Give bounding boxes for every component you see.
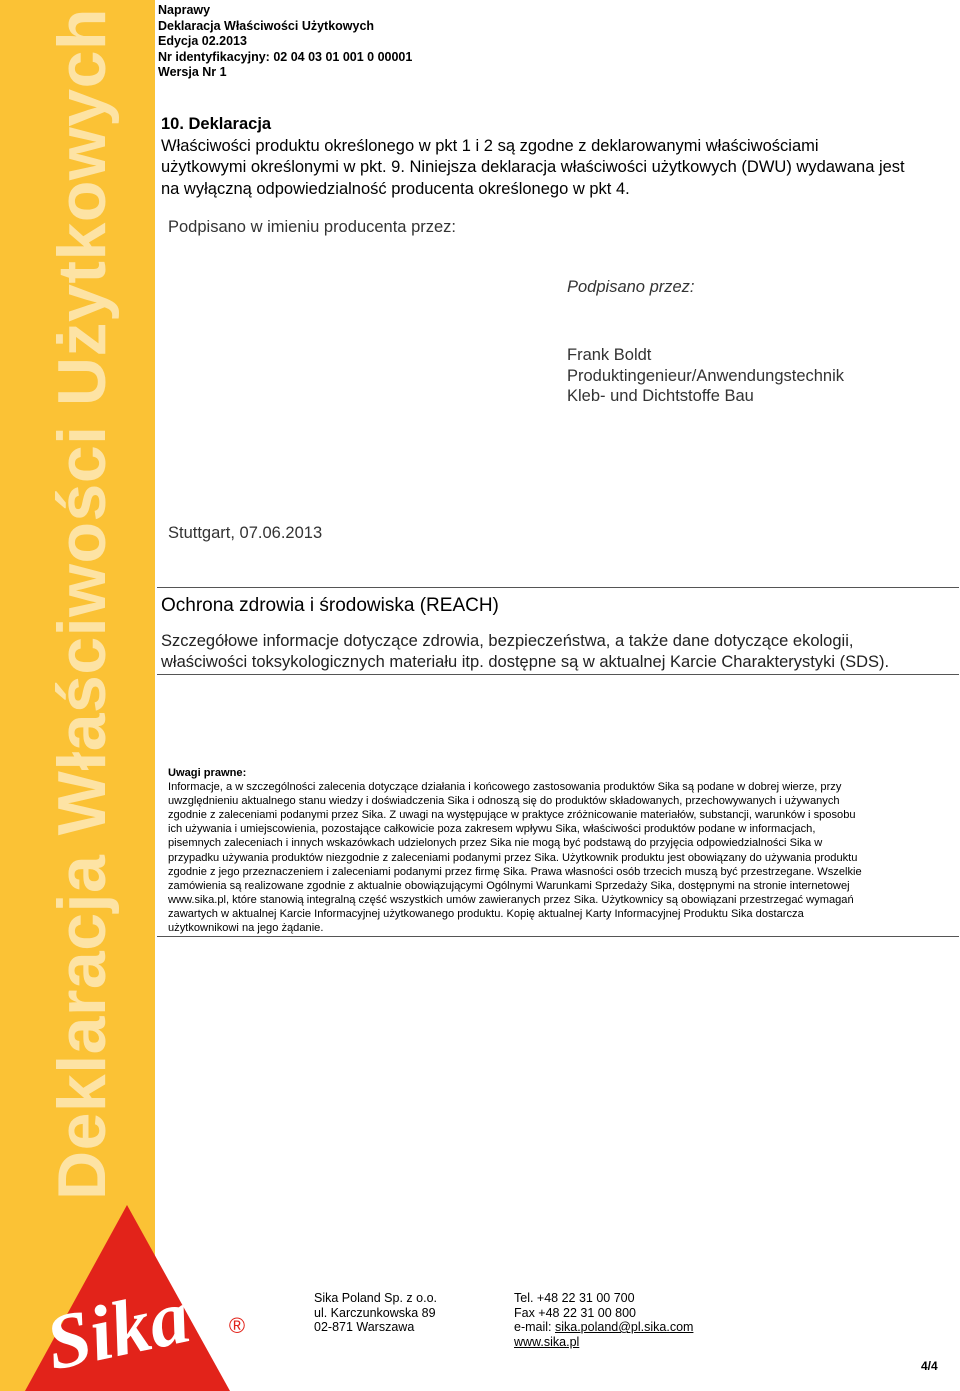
document-header [158, 3, 412, 81]
divider [157, 936, 959, 937]
footer-website-link[interactable]: www.sika.pl [514, 1334, 580, 1349]
reach-section-title: Ochrona zdrowia i środowiska (REACH) [161, 595, 499, 616]
footer-address [314, 1291, 437, 1335]
legal-line: zgodnie z jego przeznaczeniem i zaleceniami podanymi przez firmę Sika. Prawa własności osób trzecich muszą być przestrzegane. Wszelkie [168, 865, 862, 878]
sidebar [0, 0, 155, 1391]
legal-notice-title: Uwagi prawne: [168, 767, 247, 779]
divider [157, 587, 959, 588]
section-10-line: na wyłączną odpowiedzialność producenta określonego w pkt 4. [161, 179, 630, 198]
reach-section-text [161, 631, 959, 672]
header-edition: Edycja 02.2013 [158, 34, 247, 48]
legal-line: zamówienia są realizowane zgodnie z aktualnie obowiązującymi Ogólnymi Warunkami Sprzedaży Sika, dostępnymi na stronie internetowej [168, 879, 850, 892]
place-and-date: Stuttgart, 07.06.2013 [168, 524, 323, 542]
footer-email-link[interactable]: sika.poland@pl.sika.com [554, 1320, 694, 1334]
legal-line: pisemnych zaleceniach i innych wskazówkach udzielonych przez Sika nie mogą być podstawą do przyjęcia odpowiedzialności Sika w [168, 837, 823, 850]
footer-company: Sika Poland Sp. z o.o. [314, 1291, 437, 1305]
logo-text: Sika [38, 1271, 197, 1387]
footer-city: 02-871 Warszawa [314, 1320, 415, 1334]
divider [157, 674, 959, 675]
legal-line: przypadku używania produktów niezgodnie z zaleceniami podanymi przez Sika. Użytkownik produktu jest obowiązany do używania produktu [168, 851, 858, 864]
reach-line: Szczegółowe informacje dotyczące zdrowia, bezpieczeństwa, a także dane dotyczące ekologii, [161, 632, 854, 650]
footer-contact [514, 1291, 693, 1349]
footer-street: ul. Karczunkowska 89 [314, 1305, 436, 1320]
footer-tel: Tel. +48 22 31 00 700 [514, 1291, 635, 1305]
signatory-role: Produktingenieur/Anwendungstechnik [567, 366, 845, 385]
signed-on-behalf-label: Podpisano w imieniu producenta przez: [168, 218, 457, 236]
sika-logo [25, 1205, 255, 1391]
header-category: Naprawy [158, 3, 211, 17]
legal-line: ich używania i umiejscowienia, pozostające całkowicie poza zakresem wpływu Sika, właściwości produktów podane w informacjach, [168, 823, 816, 836]
section-10-title: 10. Deklaracja [161, 115, 272, 133]
legal-line: zawartych w aktualnej Karcie Informacyjnej użytkowanego produktu. Kopię aktualnej Karty Informacyjnej Produktu Sika dostarcza [168, 907, 804, 920]
logo-registered-mark: ® [228, 1313, 246, 1338]
legal-line: uwzględnieniu aktualnego stanu wiedzy i doświadczenia Sika i odnoszą się do produktów składowanych, przechowywanych i używanych [168, 795, 840, 808]
legal-line: Informacje, a w szczególności zalecenia dotyczące działania i końcowego zastosowania produktów Sika są podane w dobrej wierze, przy [168, 781, 842, 794]
header-id-number: Nr identyfikacyjny: 02 04 03 01 001 0 00001 [158, 49, 413, 64]
sidebar-vertical-title: Deklaracja Właściwości Użytkowych [44, 8, 120, 1200]
signature-block [567, 278, 844, 407]
section-10-declaration [161, 114, 960, 200]
legal-line: zgodnie z zaleceniami podanymi przez Sika. Z uwagi na występujące w praktyce zróżnicowanie materiałów, substancji, warunków i sposobu [168, 809, 856, 822]
signed-by-label: Podpisano przez: [567, 278, 695, 296]
header-document-type: Deklaracja Właściwości Użytkowych [158, 18, 375, 33]
page-number: 4/4 [921, 1359, 938, 1373]
legal-line: użytkownikowi na jego żądanie. [168, 922, 324, 935]
legal-notice [168, 766, 953, 935]
reach-line: właściwości toksykologicznych materiału itp. dostępne są w aktualnej Karcie Charakterystyki (SDS). [161, 652, 890, 671]
section-10-line: Właściwości produktu określonego w pkt 1 i 2 są zgodne z deklarowanymi właściwościami [161, 136, 819, 155]
section-10-line: użytkowymi określonymi w pkt. 9. Niniejsza deklaracja właściwości użytkowych (DWU) wydawana jest [161, 158, 905, 176]
footer-fax: Fax +48 22 31 00 800 [514, 1305, 636, 1320]
signatory-department: Kleb- und Dichtstoffe Bau [567, 387, 754, 405]
footer-email-label: e-mail: [514, 1320, 555, 1334]
header-version: Wersja Nr 1 [158, 65, 227, 79]
signatory-name: Frank Boldt [567, 346, 652, 364]
legal-line: www.sika.pl, które stanowią integralną część wszystkich umów zawieranych przez Sika. Użytkownicy są obowiązani przestrzegać wymagań [168, 893, 854, 906]
